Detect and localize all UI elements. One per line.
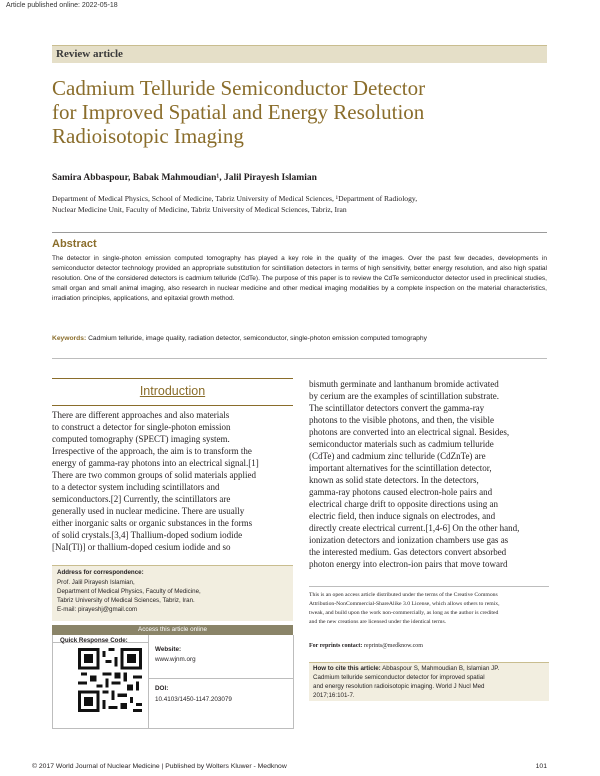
introduction-heading-box: [52, 378, 293, 406]
introduction-heading: Introduction: [139, 384, 206, 398]
cite-line: 2017;16:101-7.: [313, 692, 355, 699]
website-label: Website:: [155, 646, 182, 653]
body-text-line: energy of gamma-ray photons into an electrical signal.[1]: [52, 458, 259, 468]
published-date: Article published online: 2022-05-18: [6, 2, 118, 9]
access-online-label: Access this article online: [138, 626, 207, 633]
body-text-line: by cerium are the examples of scintillation substrate.: [309, 391, 499, 401]
qr-label: Quick Response Code:: [60, 637, 128, 644]
correspondence-heading: Address for correspondence:: [57, 569, 144, 576]
cite-line: Cadmium telluride semiconductor detector for improved spatial: [313, 674, 485, 681]
body-text-line: of solid crystals.[3,4] Thallium-doped sodium iodide: [52, 530, 243, 540]
abstract-text: The detector in single-photon emission computed tomography has played a key role in the quality of the images. Over the past few decades, developments in semiconductor detector technology provided an appropriate substitution for scintillation detectors in terms of high sensitivity, better energy resolution, and also high spatial resolution. One of the considered detectors is cadmium telluride (CdTe). The purpose of this paper is to review the CdTe semiconductor detector used in preclinical studies, small organ and small animal imaging, also research in nuclear medicine and other medical imaging modalities by a complete inspection on the material characteristics, irradiation principles, applications, and epitaxial growth method.: [52, 255, 547, 302]
doi-link[interactable]: 10.4103/1450-1147.203079: [155, 696, 232, 703]
reprints-label: For reprints contact:: [309, 643, 363, 649]
article-title: [52, 76, 547, 148]
body-text-line: known as solid state detectors. In the detectors,: [309, 475, 479, 485]
affiliations: [52, 193, 547, 215]
abstract-heading: Abstract: [52, 238, 97, 250]
access-online-bar: [52, 625, 293, 635]
affiliation-line: Nuclear Medicine Unit, Faculty of Medicine, Tabriz University of Medical Sciences, Tabriz, Iran: [52, 205, 347, 214]
body-text-line: photons to the visible photons, and then, the visible: [309, 415, 494, 425]
body-text-line: The scintillator detectors convert the gamma-ray: [309, 403, 485, 413]
how-to-cite-box: [309, 662, 549, 701]
divider: [52, 232, 547, 233]
cite-text: Abbaspour S, Mahmoudian B, Islamian JP.: [382, 665, 500, 672]
title-line: Cadmium Telluride Semiconductor Detector: [52, 76, 426, 100]
page-number: 101: [535, 763, 547, 770]
body-text-line: the interested medium. Gas detectors convert absorbed: [309, 547, 507, 557]
body-text-line: electrical charge drift to opposite directions using an: [309, 499, 499, 509]
correspondence-line: Prof. Jalil Pirayesh Islamian,: [57, 579, 135, 586]
title-line: Radioisotopic Imaging: [52, 124, 244, 148]
body-column-left: [52, 409, 293, 553]
body-column-right: [309, 378, 549, 570]
license-line: Attribution-NonCommercial-ShareAlike 3.0 License, which allows others to remix,: [309, 601, 500, 607]
keywords-text: Cadmium telluride, image quality, radiation detector, semiconductor, single-photon emission computed tomography: [88, 335, 427, 342]
body-text-line: There are two common groups of solid materials applied: [52, 470, 256, 480]
body-text-line: bismuth germinate and lanthanum bromide activated: [309, 379, 499, 389]
body-text-line: generally used in nuclear medicine. There are usually: [52, 506, 245, 516]
footer-text: © 2017 World Journal of Nuclear Medicine | Published by Wolters Kluwer - Medknow: [32, 763, 287, 770]
body-text-line: photon energy into electron-ion pairs that move toward: [309, 559, 508, 569]
authors: Samira Abbaspour, Babak Mahmoudian¹, Jalil Pirayesh Islamian: [52, 173, 317, 183]
keywords: [52, 334, 547, 344]
body-text-line: photons are converted into an electrical signal. Besides,: [309, 427, 510, 437]
correspondence-box: [52, 565, 293, 621]
section-label: Review article: [56, 48, 123, 60]
body-text-line: (CdTe) and cadmium zinc telluride (CdZnTe) are: [309, 451, 486, 461]
doi-label: DOI:: [155, 685, 169, 692]
body-text-line: [NaI(Tl)] or thallium-doped cesium iodide and so: [52, 542, 231, 552]
divider: [148, 678, 293, 679]
qr-code-icon[interactable]: [78, 648, 142, 712]
correspondence-line: Department of Medical Physics, Faculty of Medicine,: [57, 588, 201, 595]
license-text: [309, 591, 549, 627]
license-line: tweak, and build upon the work non-commercially, as long as the author is credited: [309, 610, 499, 616]
body-text-line: semiconductor materials such as cadmium telluride: [309, 439, 494, 449]
title-line: for Improved Spatial and Energy Resolution: [52, 100, 425, 124]
body-text-line: semiconductors.[2] Currently, the scintillators are: [52, 494, 231, 504]
cite-line: and energy resolution radioisotopic imaging. World J Nucl Med: [313, 683, 485, 690]
body-text-line: important alternatives for the scintillation detector,: [309, 463, 492, 473]
section-label-bar: [52, 45, 547, 63]
cite-first-line: [313, 665, 499, 672]
cite-label: How to cite this article:: [313, 665, 381, 672]
body-text-line: There are different approaches and also materials: [52, 410, 230, 420]
reprints-email[interactable]: reprints@medknow.com: [363, 643, 423, 649]
body-text-line: to a detector system including scintillators and: [52, 482, 220, 492]
body-text-line: electric field, then induce signals on electrodes, and: [309, 511, 496, 521]
website-link[interactable]: www.wjnm.org: [155, 656, 196, 663]
keywords-label: Keywords:: [52, 335, 87, 342]
body-text-line: directly create electrical current.[1,4-6] On the other hand,: [309, 523, 520, 533]
divider: [309, 586, 549, 587]
divider: [52, 358, 547, 359]
page-footer: [32, 763, 547, 770]
body-text-line: gamma-ray photons caused electron-hole pairs and: [309, 487, 493, 497]
correspondence-line: Tabriz University of Medical Sciences, Tabriz, Iran.: [57, 597, 195, 604]
license-line: and the new creations are licensed under the identical terms.: [309, 619, 447, 625]
license-line: This is an open access article distributed under the terms of the Creative Commons: [309, 592, 498, 598]
affiliation-line: Department of Medical Physics, School of Medicine, Tabriz University of Medical Sciences, ¹Department of Radiology,: [52, 194, 418, 203]
correspondence-email[interactable]: E-mail: pirayeshj@gmail.com: [57, 606, 138, 613]
body-text-line: either inorganic salts or organic substances in the forms: [52, 518, 253, 528]
body-text-line: ionization detectors and ionization chambers use gas as: [309, 535, 509, 545]
body-text-line: to construct a detector for single-photon emission: [52, 422, 231, 432]
reprints: [309, 643, 423, 649]
body-text-line: computed tomography (SPECT) imaging system.: [52, 434, 230, 444]
body-text-line: Irrespective of the approach, the aim is to transform the: [52, 446, 252, 456]
divider: [148, 635, 149, 728]
